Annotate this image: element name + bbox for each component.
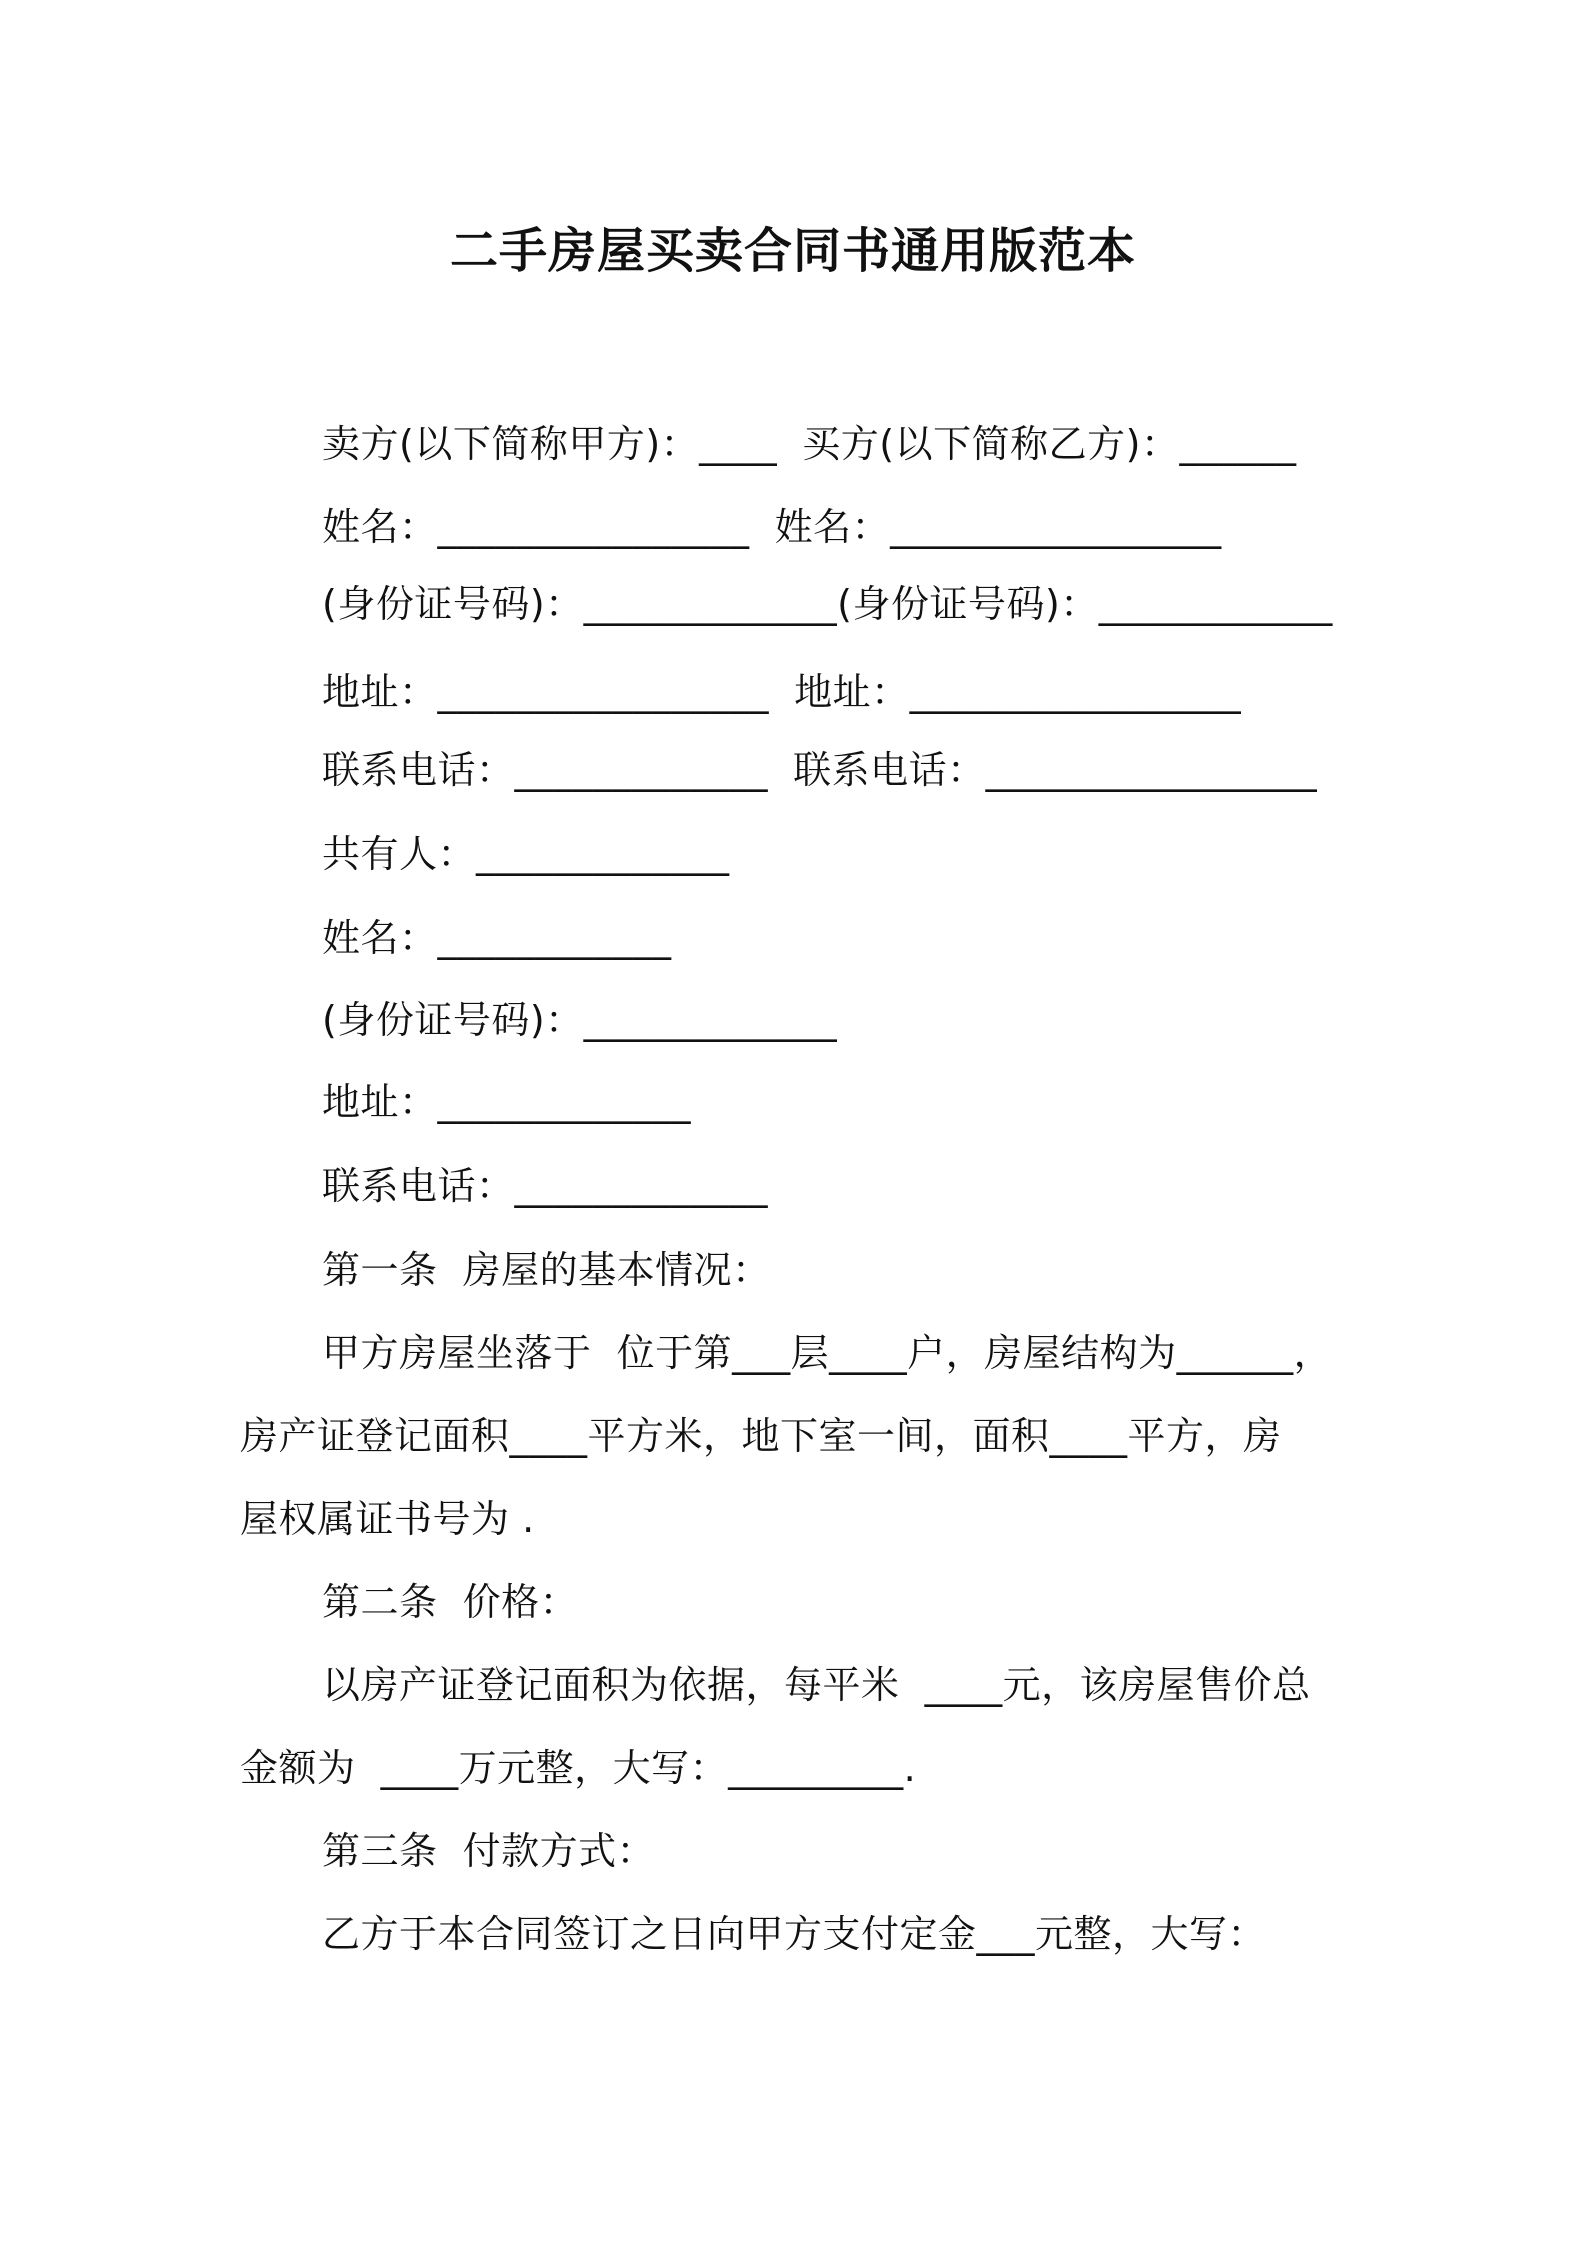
seller-buyer-line: 卖方(以下简称甲方)：____ 买方(以下简称乙方)：______ <box>322 422 1297 466</box>
phone-line: 联系电话：_____________ 联系电话：_________________ <box>322 748 1318 792</box>
article-1-heading: 第一条 房屋的基本情况： <box>322 1248 771 1292</box>
name-line: 姓名：________________ 姓名：_________________ <box>322 505 1222 549</box>
co-owner-id-line: (身份证号码)：_____________ <box>322 998 838 1042</box>
article-2-text-line-2: 金额为 ____万元整，大写：_________. <box>240 1746 917 1790</box>
article-2-heading: 第二条 价格： <box>322 1580 579 1624</box>
co-owner-line: 共有人：_____________ <box>322 832 730 876</box>
id-number-line: (身份证号码)：_____________(身份证号码)：____________ <box>322 582 1333 626</box>
co-owner-phone-line: 联系电话：_____________ <box>322 1164 769 1208</box>
co-owner-name-line: 姓名：____________ <box>322 916 672 960</box>
document-title: 二手房屋买卖合同书通用版范本 <box>449 223 1136 279</box>
co-owner-address-line: 地址：_____________ <box>322 1080 692 1124</box>
article-3-text-line-1: 乙方于本合同签订之日向甲方支付定金___元整，大写： <box>322 1912 1267 1956</box>
article-1-text-line-3: 屋权属证书号为 . <box>240 1497 535 1541</box>
article-2-text-line-1: 以房产证登记面积为依据，每平米 ____元，该房屋售价总 <box>322 1663 1311 1707</box>
article-3-heading: 第三条 付款方式： <box>322 1829 656 1873</box>
address-line: 地址：_________________ 地址：_________________ <box>322 670 1242 714</box>
article-1-text-line-1: 甲方房屋坐落于 位于第___层____户，房屋结构为______， <box>322 1331 1333 1375</box>
article-1-text-line-2: 房产证登记面积____平方米，地下室一间，面积____平方，房 <box>240 1414 1282 1458</box>
